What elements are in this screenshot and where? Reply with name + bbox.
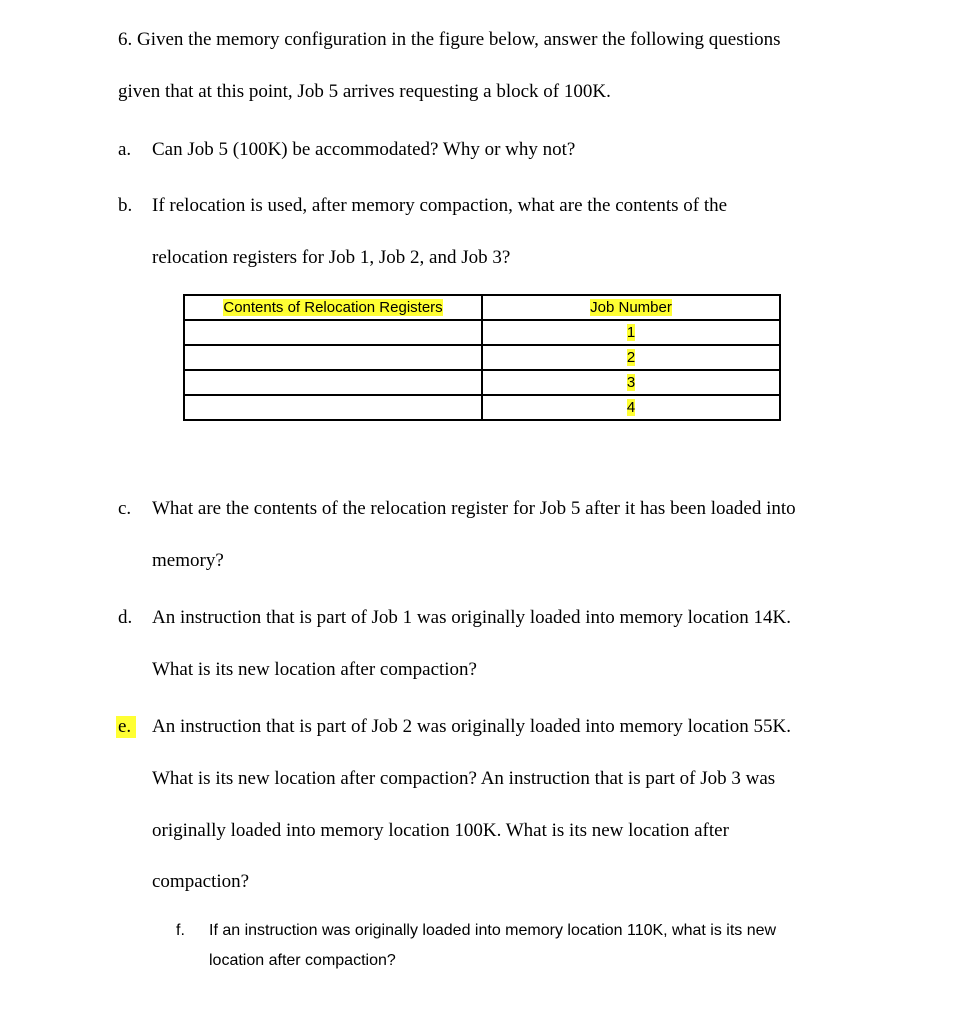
job-number-cell (482, 320, 780, 345)
item-c-marker: c. (118, 498, 132, 519)
header-contents-cell (184, 295, 482, 320)
item-f-line-1: If an instruction was originally loaded into memory location 110K, what is its new (209, 922, 777, 939)
item-e-line-1: An instruction that is part of Job 2 was originally loaded into memory location 55K. (152, 716, 792, 737)
item-a-text: Can Job 5 (100K) be accommodated? Why or why not? (152, 139, 576, 160)
header-contents-label: Contents of Relocation Registers (223, 299, 443, 316)
relocation-contents-cell[interactable] (184, 395, 482, 420)
table-row (184, 345, 780, 370)
relocation-registers-table (183, 294, 781, 421)
question-6-line-1: 6. Given the memory configuration in the figure below, answer the following questions (118, 29, 781, 50)
item-e-line-3: originally loaded into memory location 100K. What is its new location after (152, 820, 729, 841)
table-header-row (184, 295, 780, 320)
header-job-number-cell (482, 295, 780, 320)
item-c-line-2: memory? (152, 550, 224, 571)
relocation-contents-cell[interactable] (184, 370, 482, 395)
table-row (184, 370, 780, 395)
item-f-marker: f. (176, 922, 185, 939)
item-d-line-1: An instruction that is part of Job 1 was originally loaded into memory location 14K. (152, 607, 792, 628)
item-c-line-1: What are the contents of the relocation register for Job 5 after it has been loaded into (152, 498, 796, 519)
header-job-number-label: Job Number (590, 299, 672, 316)
item-b-line-2: relocation registers for Job 1, Job 2, and Job 3? (152, 247, 511, 268)
job-number-value: 3 (626, 374, 636, 391)
job-number-value: 1 (626, 324, 636, 341)
job-number-cell (482, 395, 780, 420)
item-b-marker: b. (118, 195, 133, 216)
relocation-contents-cell[interactable] (184, 320, 482, 345)
table-row (184, 395, 780, 420)
job-number-cell (482, 345, 780, 370)
item-e-marker: e. (116, 716, 136, 738)
job-number-value: 2 (626, 349, 636, 366)
relocation-contents-cell[interactable] (184, 345, 482, 370)
item-e-line-2: What is its new location after compaction? An instruction that is part of Job 3 was (152, 768, 776, 789)
job-number-value: 4 (626, 399, 636, 416)
table-row (184, 320, 780, 345)
item-f-line-2: location after compaction? (209, 952, 396, 969)
job-number-cell (482, 370, 780, 395)
item-d-marker: d. (118, 607, 133, 628)
item-a-marker: a. (118, 139, 132, 160)
item-e-line-4: compaction? (152, 871, 250, 892)
item-b-line-1: If relocation is used, after memory compaction, what are the contents of the (152, 195, 728, 216)
question-6-line-2: given that at this point, Job 5 arrives requesting a block of 100K. (118, 81, 611, 102)
item-d-line-2: What is its new location after compaction? (152, 659, 477, 680)
